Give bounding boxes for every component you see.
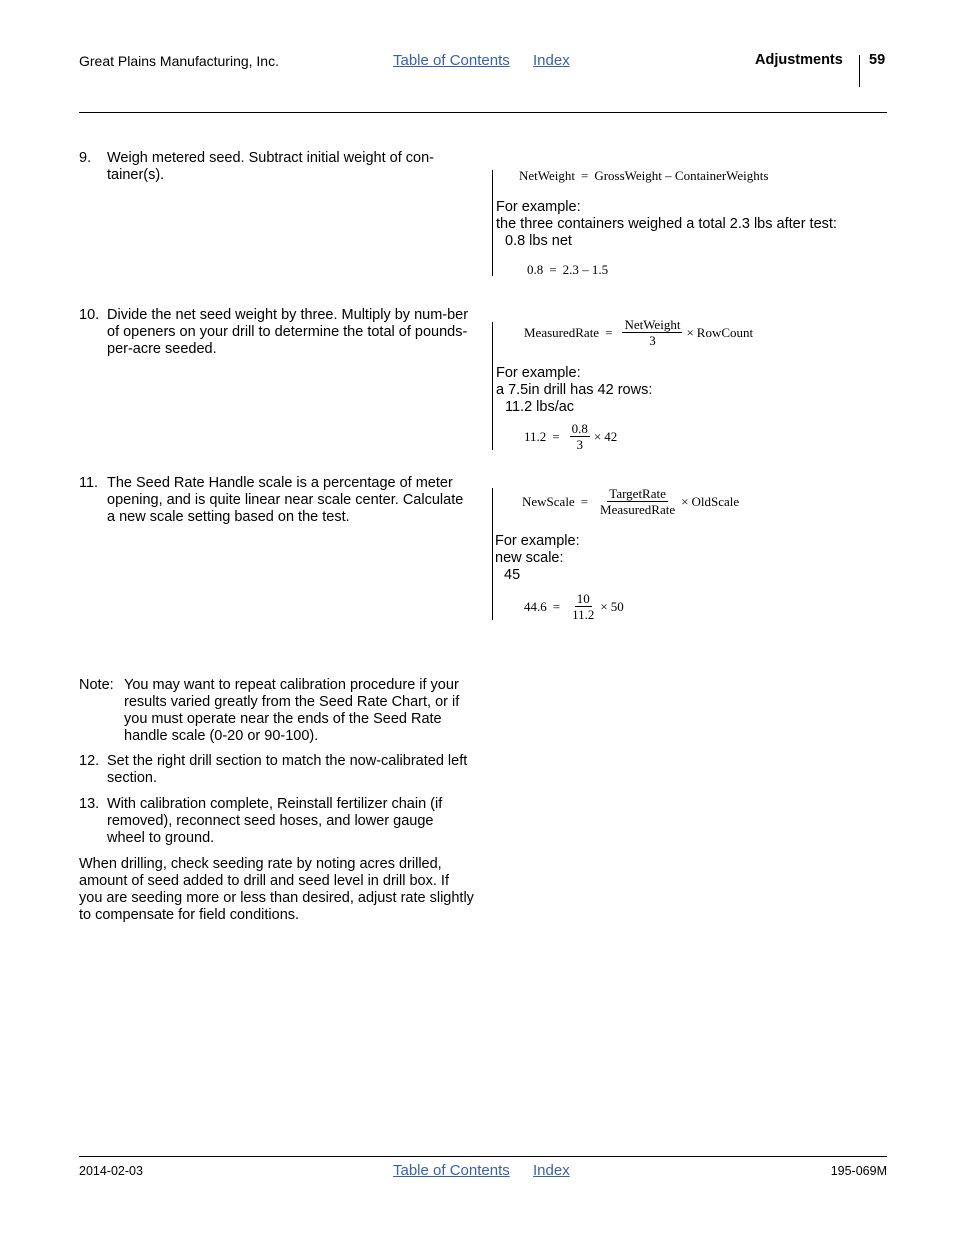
fraction: $\frac{0.8}{3}$ — [571, 421, 588, 452]
fraction: $\frac{10}{11.2}$ — [572, 591, 595, 622]
step-text: Set the right drill section to match the now-calibrated left section. — [107, 753, 468, 786]
example-label: For example: — [496, 199, 581, 215]
example-label: For example: — [496, 365, 581, 381]
formula-measured-rate: MeasuredRate = $\frac{\text{NetWeight}}{3}$ × RowCount — [524, 317, 754, 348]
formula-net-weight: NetWeight = GrossWeight – ContainerWeights — [519, 168, 769, 183]
company-name: Great Plains Manufacturing, Inc. — [79, 53, 279, 69]
doc-number: 195-069M — [830, 1164, 887, 1178]
step-number: 13. — [79, 796, 100, 812]
calibration-note — [79, 677, 474, 745]
step-text: Weigh metered seed. Subtract initial weight of con-tainer(s). — [107, 150, 434, 183]
footer-index-link[interactable]: Index — [533, 1162, 570, 1179]
formula-bar — [492, 322, 493, 450]
fraction: $\frac{\text{NetWeight}}{3}$ — [624, 317, 681, 348]
step-9 — [79, 150, 474, 184]
step-11 — [79, 475, 474, 526]
header-index-link[interactable]: Index — [533, 52, 570, 69]
note-label: Note: — [79, 677, 114, 693]
example-formula: 0.8 = 2.3 – 1.5 — [527, 262, 609, 277]
footer-date: 2014-02-03 — [79, 1164, 143, 1178]
step-number: 12. — [79, 753, 100, 769]
example-result: 11.2 lbs/ac — [505, 399, 575, 415]
step-10 — [79, 307, 474, 358]
step-12 — [79, 753, 474, 787]
header-toc-link[interactable]: Table of Contents — [393, 52, 510, 69]
example-block — [495, 533, 580, 584]
footer-toc-link[interactable]: Table of Contents — [393, 1162, 510, 1179]
header-divider — [859, 55, 860, 87]
closing-paragraph: When drilling, check seeding rate by noting acres drilled, amount of seed added to drill and seed level in drill box. If you are seeding more or less than desired, adjust rate slightly to compensate for field conditions. — [79, 856, 474, 923]
example-result: 45 — [504, 567, 521, 583]
step-number: 9. — [79, 150, 92, 166]
step-text: With calibration complete, Reinstall fertilizer chain (if removed), reconnect seed hoses, and lower gauge wheel to ground. — [107, 796, 443, 846]
example-block — [496, 199, 837, 250]
formula-new-scale: NewScale = $\frac{\text{TargetRate}}{\text{MeasuredRate}}$ × OldScale — [522, 486, 740, 517]
fraction: $\frac{\text{TargetRate}}{\text{MeasuredRate}}$ — [600, 486, 676, 517]
step-number: 10. — [79, 307, 100, 323]
example-line: a 7.5in drill has 42 rows: — [496, 382, 653, 398]
example-block — [496, 365, 652, 416]
example-formula: 44.6 = $\frac{10}{11.2}$ × 50 — [524, 591, 624, 622]
example-line: the three containers weighed a total 2.3 lbs after test: — [496, 216, 837, 232]
step-text: Divide the net seed weight by three. Multiply by num-ber of openers on your drill to determine the total of pounds-per-acre seeded. — [107, 307, 469, 357]
example-formula: 11.2 = $\frac{0.8}{3}$ × 42 — [524, 421, 618, 452]
example-result: 0.8 lbs net — [505, 233, 572, 249]
section-title: Adjustments — [755, 52, 843, 68]
example-line: new scale: — [495, 550, 564, 566]
example-label: For example: — [495, 533, 580, 549]
note-text: You may want to repeat calibration procedure if your results varied greatly from the Seed Rate Chart, or if you must operate near the ends of the Seed Rate handle scale (0-20 or 90-100). — [124, 677, 460, 744]
formula-bar — [492, 170, 493, 276]
footer-rule — [79, 1156, 887, 1157]
header-rule — [79, 112, 887, 113]
step-text: The Seed Rate Handle scale is a percentage of meter opening, and is quite linear near scale center. Calculate a new scale setting based on the test. — [107, 475, 464, 525]
step-13 — [79, 796, 474, 847]
formula-bar — [492, 488, 493, 620]
page-number: 59 — [869, 52, 886, 68]
step-number: 11. — [79, 475, 99, 491]
